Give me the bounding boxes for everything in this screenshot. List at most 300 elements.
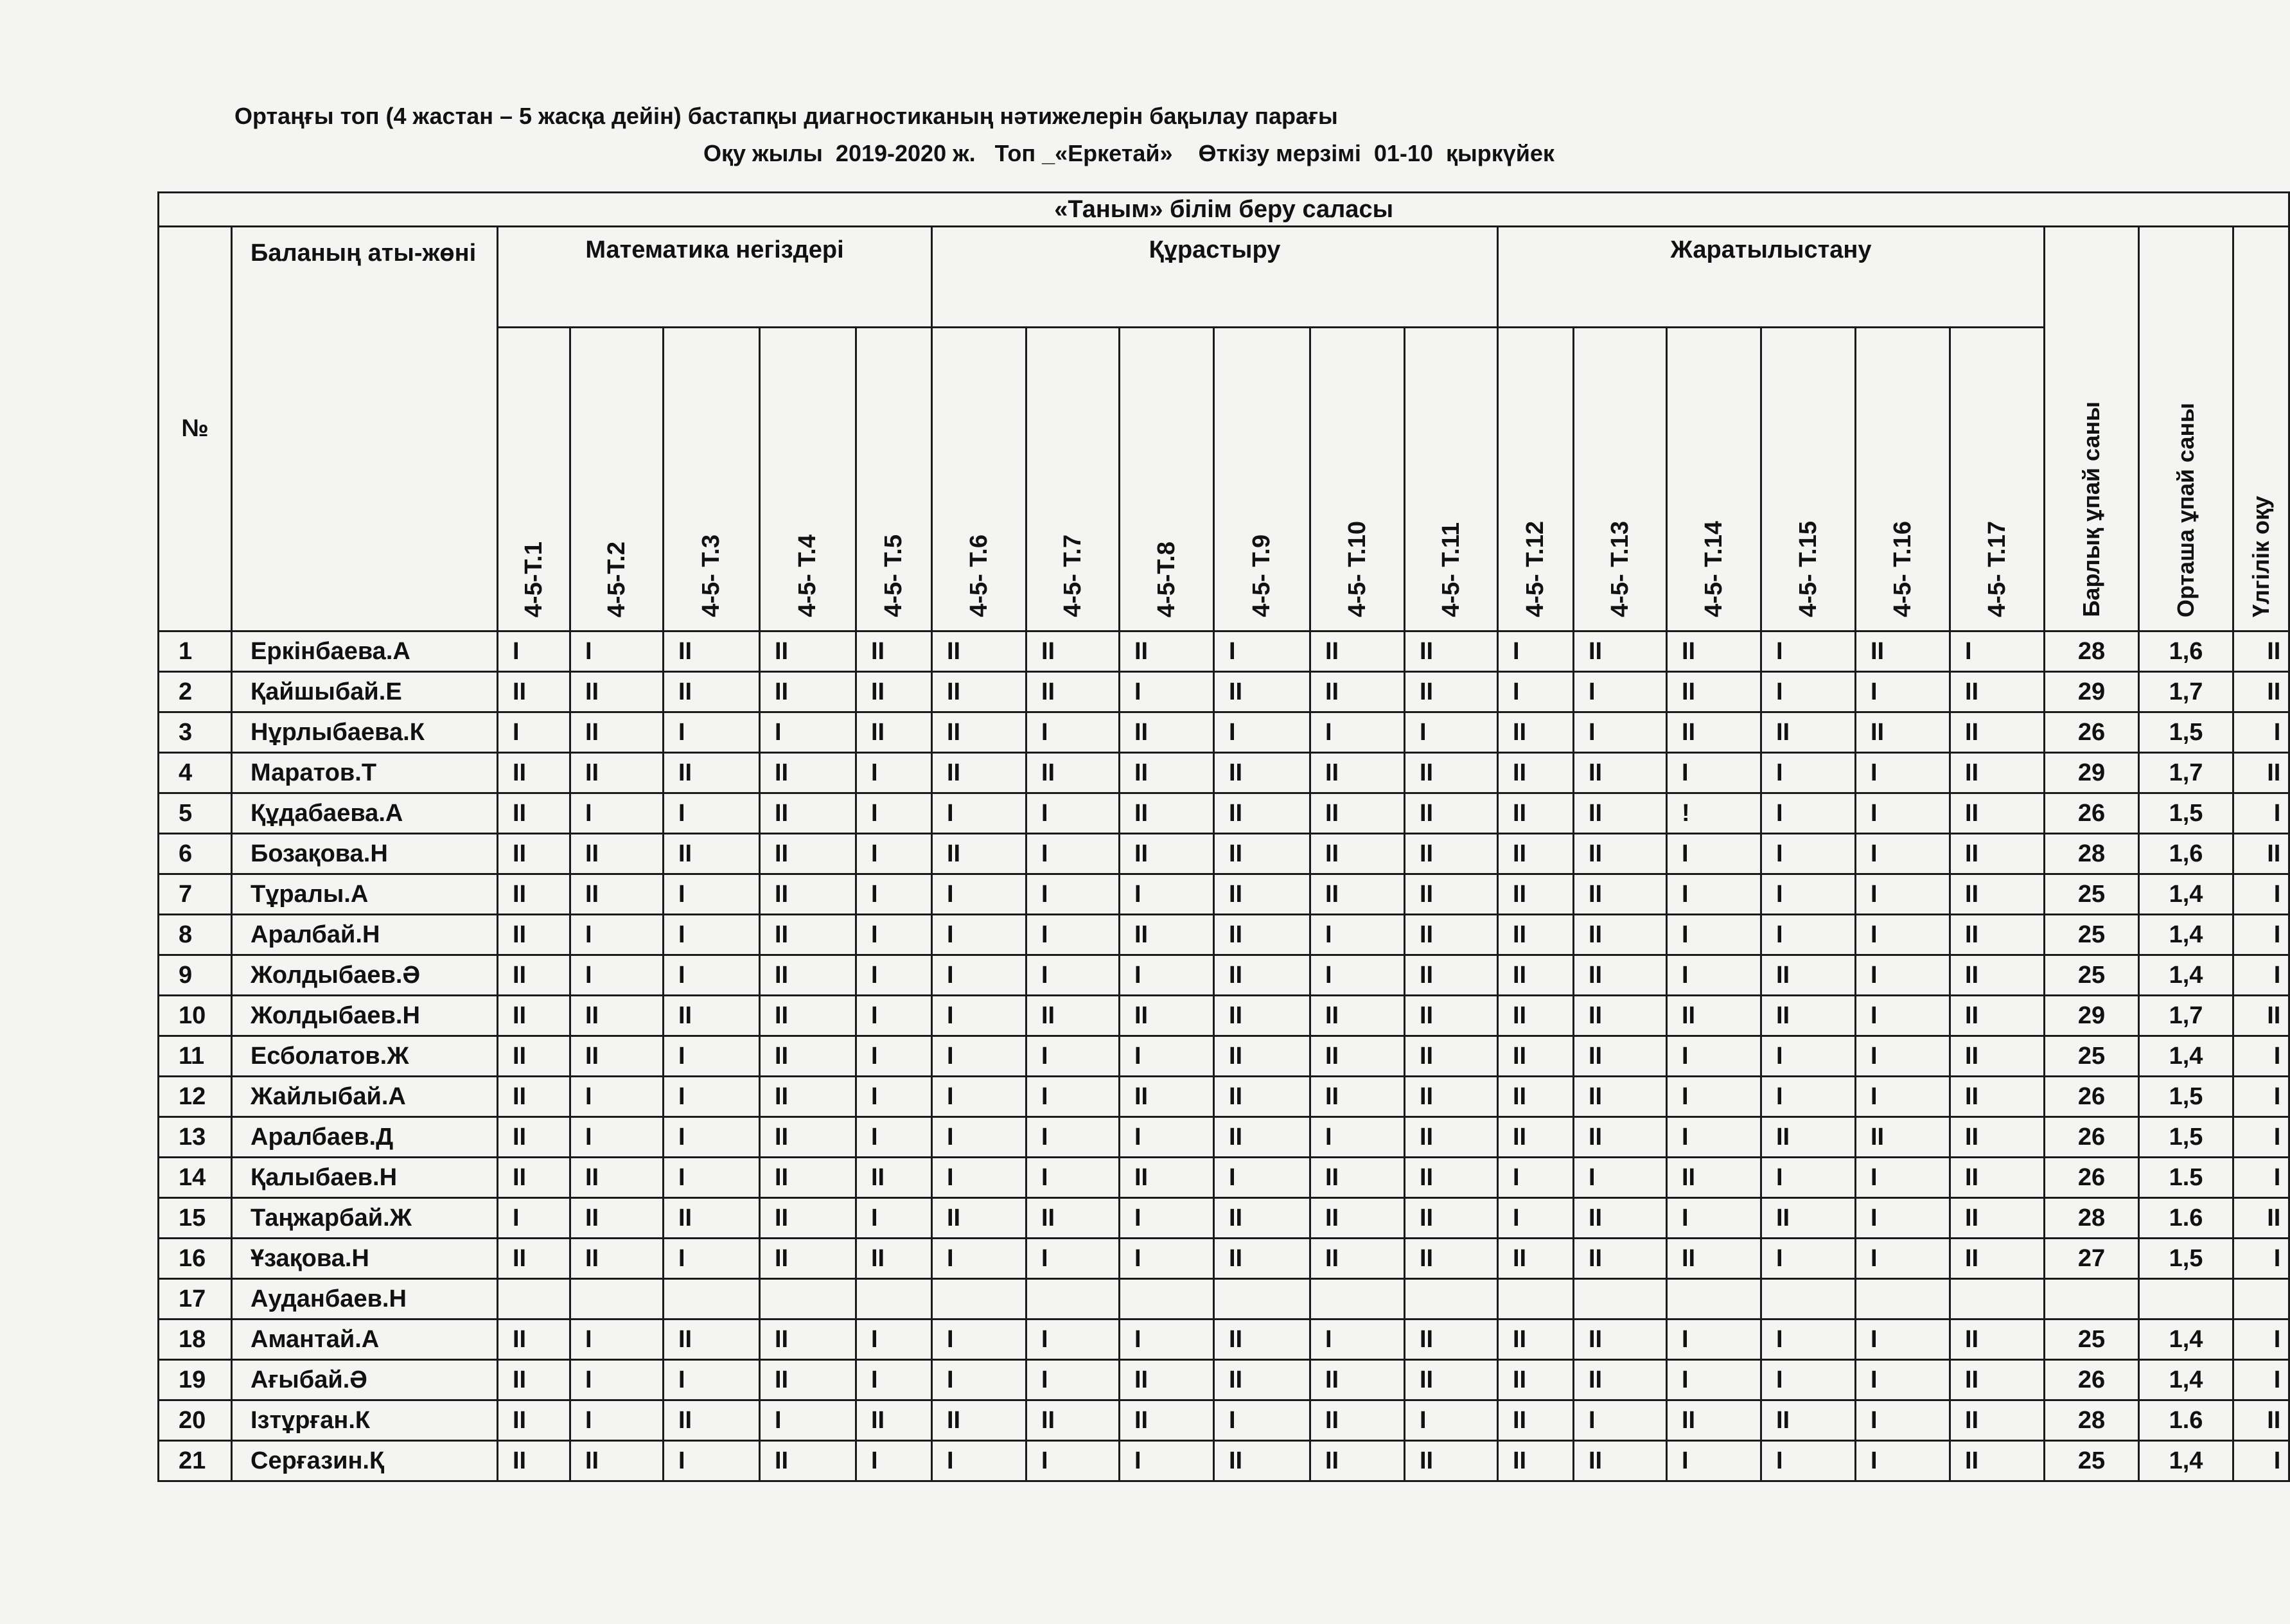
score-cell: II bbox=[1667, 1400, 1761, 1441]
score-cell: II bbox=[498, 1036, 570, 1077]
score-cell: II bbox=[856, 672, 932, 712]
score-cell: I bbox=[1856, 753, 1950, 793]
score-cell: II bbox=[1667, 672, 1761, 712]
level-cell: I bbox=[2233, 712, 2289, 753]
score-cell: I bbox=[570, 915, 664, 955]
score-cell: I bbox=[498, 631, 570, 672]
score-cell: I bbox=[1026, 793, 1120, 834]
score-cell: II bbox=[1405, 834, 1498, 874]
number-header: № bbox=[159, 227, 232, 631]
level-cell: I bbox=[2233, 1239, 2289, 1279]
score-cell bbox=[570, 1279, 664, 1320]
score-cell: II bbox=[498, 1400, 570, 1441]
score-cell: II bbox=[570, 874, 664, 915]
score-cell: II bbox=[1950, 712, 2045, 753]
score-cell: I bbox=[1667, 1441, 1761, 1481]
task-header bbox=[1856, 328, 1950, 631]
score-cell: II bbox=[498, 955, 570, 996]
score-cell: II bbox=[1405, 915, 1498, 955]
score-cell: II bbox=[1761, 955, 1856, 996]
score-cell: II bbox=[664, 834, 760, 874]
score-cell: I bbox=[932, 915, 1026, 955]
score-cell: I bbox=[1498, 1158, 1574, 1198]
score-cell: II bbox=[1214, 874, 1310, 915]
score-cell: II bbox=[498, 1239, 570, 1279]
score-cell: II bbox=[932, 631, 1026, 672]
score-cell: I bbox=[664, 1239, 760, 1279]
score-cell: II bbox=[1950, 1117, 2045, 1158]
score-cell: II bbox=[1405, 1198, 1498, 1239]
score-cell: I bbox=[932, 955, 1026, 996]
level-header bbox=[2233, 328, 2289, 631]
child-name: Құдабаева.А bbox=[232, 793, 498, 834]
score-cell: I bbox=[664, 712, 760, 753]
average-score: 1,5 bbox=[2139, 1077, 2233, 1117]
score-cell: II bbox=[1574, 1198, 1667, 1239]
score-cell: I bbox=[1856, 834, 1950, 874]
total-score: 27 bbox=[2045, 1239, 2139, 1279]
average-score: 1,4 bbox=[2139, 1441, 2233, 1481]
score-cell: II bbox=[1214, 955, 1310, 996]
score-cell: II bbox=[498, 1441, 570, 1481]
child-name: Қайшыбай.Е bbox=[232, 672, 498, 712]
score-cell: II bbox=[1214, 672, 1310, 712]
total-score: 28 bbox=[2045, 1198, 2139, 1239]
score-cell: I bbox=[1498, 672, 1574, 712]
score-cell: I bbox=[1761, 793, 1856, 834]
score-cell: II bbox=[498, 1117, 570, 1158]
score-cell: II bbox=[1574, 1077, 1667, 1117]
score-cell: II bbox=[570, 712, 664, 753]
score-cell: II bbox=[1405, 1158, 1498, 1198]
score-cell bbox=[856, 1279, 932, 1320]
child-name: Амантай.А bbox=[232, 1320, 498, 1360]
score-cell: II bbox=[760, 1320, 856, 1360]
row-number: 12 bbox=[159, 1077, 232, 1117]
child-name: Ұзақова.Н bbox=[232, 1239, 498, 1279]
table-row bbox=[159, 915, 2289, 955]
row-number: 6 bbox=[159, 834, 232, 874]
level-cell: I bbox=[2233, 1077, 2289, 1117]
score-cell: II bbox=[1498, 793, 1574, 834]
score-cell: II bbox=[1667, 1158, 1761, 1198]
score-cell: I bbox=[664, 793, 760, 834]
child-name: Есболатов.Ж bbox=[232, 1036, 498, 1077]
score-cell: II bbox=[1405, 1360, 1498, 1400]
score-cell: II bbox=[1405, 1441, 1498, 1481]
score-cell: I bbox=[1667, 1036, 1761, 1077]
score-cell: II bbox=[932, 672, 1026, 712]
score-cell: II bbox=[1310, 1360, 1405, 1400]
score-cell: II bbox=[1761, 1400, 1856, 1441]
score-cell: II bbox=[664, 996, 760, 1036]
score-cell: II bbox=[1310, 1239, 1405, 1279]
level-cell: I bbox=[2233, 1158, 2289, 1198]
score-cell: II bbox=[1026, 1198, 1120, 1239]
score-cell: I bbox=[1856, 1400, 1950, 1441]
score-cell: I bbox=[1667, 834, 1761, 874]
score-cell: II bbox=[1120, 631, 1214, 672]
score-cell: II bbox=[1120, 1400, 1214, 1441]
score-cell: II bbox=[932, 1400, 1026, 1441]
score-cell: II bbox=[856, 631, 932, 672]
score-cell bbox=[1574, 1279, 1667, 1320]
score-cell: II bbox=[498, 753, 570, 793]
task-header bbox=[1950, 328, 2045, 631]
score-cell: II bbox=[1026, 672, 1120, 712]
child-name: Маратов.Т bbox=[232, 753, 498, 793]
score-cell: II bbox=[1498, 874, 1574, 915]
score-cell: I bbox=[570, 793, 664, 834]
score-cell: II bbox=[1405, 1320, 1498, 1360]
total-score bbox=[2045, 1279, 2139, 1320]
level-cell: II bbox=[2233, 996, 2289, 1036]
score-cell: II bbox=[1026, 753, 1120, 793]
table-row bbox=[159, 1077, 2289, 1117]
row-number: 15 bbox=[159, 1198, 232, 1239]
level-cell: II bbox=[2233, 834, 2289, 874]
score-cell: II bbox=[1405, 631, 1498, 672]
score-cell: II bbox=[1950, 874, 2045, 915]
score-cell: II bbox=[1498, 1320, 1574, 1360]
total-score: 29 bbox=[2045, 996, 2139, 1036]
score-cell: II bbox=[1120, 834, 1214, 874]
score-cell: II bbox=[760, 915, 856, 955]
score-cell: I bbox=[1574, 672, 1667, 712]
total-header-label: Барлық ұпай саны bbox=[2078, 402, 2104, 617]
score-cell: II bbox=[1950, 996, 2045, 1036]
score-cell: I bbox=[1667, 753, 1761, 793]
sheet-subtitle: Оқу жылы 2019-2020 ж. Топ _«Еркетай» Өткізу мерзімі 01-10 қыркүйек bbox=[703, 140, 1555, 166]
score-cell: II bbox=[1405, 1077, 1498, 1117]
score-cell: I bbox=[1761, 1239, 1856, 1279]
score-cell: I bbox=[570, 955, 664, 996]
child-name: Аралбаев.Д bbox=[232, 1117, 498, 1158]
table-row bbox=[159, 1036, 2289, 1077]
score-cell: I bbox=[1026, 955, 1120, 996]
score-cell: I bbox=[932, 1117, 1026, 1158]
score-cell: I bbox=[856, 1441, 932, 1481]
student-rows bbox=[159, 631, 2289, 1481]
table-row bbox=[159, 631, 2289, 672]
score-cell: II bbox=[1574, 996, 1667, 1036]
score-cell: I bbox=[664, 1077, 760, 1117]
child-name: Қалыбаев.Н bbox=[232, 1158, 498, 1198]
task-header-label: 4-5- Т.10 bbox=[1343, 521, 1371, 617]
table-row bbox=[159, 1158, 2289, 1198]
score-cell: I bbox=[1120, 672, 1214, 712]
table-row bbox=[159, 1279, 2289, 1320]
total-score: 29 bbox=[2045, 672, 2139, 712]
task-header-label: 4-5-Т.1 bbox=[520, 541, 547, 617]
score-cell: II bbox=[1120, 1158, 1214, 1198]
score-cell: I bbox=[1856, 1360, 1950, 1400]
total-score: 26 bbox=[2045, 793, 2139, 834]
table-row bbox=[159, 672, 2289, 712]
score-cell: II bbox=[1574, 915, 1667, 955]
total-score: 28 bbox=[2045, 834, 2139, 874]
score-cell: II bbox=[1498, 1036, 1574, 1077]
score-cell bbox=[1214, 1279, 1310, 1320]
score-cell: II bbox=[1667, 1239, 1761, 1279]
score-cell: I bbox=[932, 793, 1026, 834]
score-cell: II bbox=[760, 753, 856, 793]
score-cell: I bbox=[856, 874, 932, 915]
total-score: 26 bbox=[2045, 1360, 2139, 1400]
score-cell: II bbox=[1310, 834, 1405, 874]
score-cell: I bbox=[570, 1360, 664, 1400]
score-cell: II bbox=[1310, 631, 1405, 672]
score-cell: I bbox=[856, 753, 932, 793]
level-cell: I bbox=[2233, 1117, 2289, 1158]
score-cell: II bbox=[1214, 1239, 1310, 1279]
score-cell: I bbox=[1310, 915, 1405, 955]
task-header-label: 4-5- Т.15 bbox=[1794, 521, 1822, 617]
score-cell: II bbox=[570, 1158, 664, 1198]
score-cell: I bbox=[932, 1320, 1026, 1360]
score-cell: II bbox=[1120, 1077, 1214, 1117]
score-cell: II bbox=[1498, 1239, 1574, 1279]
table-row bbox=[159, 793, 2289, 834]
score-cell: II bbox=[498, 874, 570, 915]
task-header-label: 4-5- Т.13 bbox=[1606, 521, 1634, 617]
score-cell: I bbox=[1856, 874, 1950, 915]
score-cell: II bbox=[1761, 1117, 1856, 1158]
child-name: Жайлыбай.А bbox=[232, 1077, 498, 1117]
table-row bbox=[159, 1320, 2289, 1360]
level-cell: II bbox=[2233, 631, 2289, 672]
score-cell: II bbox=[570, 1198, 664, 1239]
score-cell: II bbox=[1498, 1360, 1574, 1400]
score-cell: I bbox=[664, 955, 760, 996]
score-cell: I bbox=[1856, 1198, 1950, 1239]
score-cell: II bbox=[856, 1158, 932, 1198]
total-score: 25 bbox=[2045, 915, 2139, 955]
score-cell bbox=[1120, 1279, 1214, 1320]
child-name: Серғазин.Қ bbox=[232, 1441, 498, 1481]
score-cell bbox=[1026, 1279, 1120, 1320]
child-name: Тұралы.А bbox=[232, 874, 498, 915]
score-cell: I bbox=[1026, 1036, 1120, 1077]
score-cell: I bbox=[498, 712, 570, 753]
score-cell: II bbox=[1310, 1077, 1405, 1117]
average-score: 1,4 bbox=[2139, 1360, 2233, 1400]
score-cell bbox=[1405, 1279, 1498, 1320]
score-cell: I bbox=[1761, 1360, 1856, 1400]
score-cell: II bbox=[498, 996, 570, 1036]
child-name: Нұрлыбаева.К bbox=[232, 712, 498, 753]
total-score: 26 bbox=[2045, 712, 2139, 753]
average-score: 1,4 bbox=[2139, 874, 2233, 915]
score-cell: I bbox=[570, 1320, 664, 1360]
score-cell: II bbox=[1950, 955, 2045, 996]
level-cell: II bbox=[2233, 753, 2289, 793]
average-score: 1,7 bbox=[2139, 996, 2233, 1036]
score-cell: I bbox=[1856, 1441, 1950, 1481]
task-header-label: 4-5- Т.9 bbox=[1248, 534, 1275, 617]
score-cell: II bbox=[1950, 1360, 2045, 1400]
task-header bbox=[856, 328, 932, 631]
score-cell: II bbox=[1120, 996, 1214, 1036]
score-cell: I bbox=[1856, 1036, 1950, 1077]
score-cell: II bbox=[1405, 1036, 1498, 1077]
group-nature-header: Жаратылыстану bbox=[1498, 227, 2045, 328]
score-cell: II bbox=[1214, 1077, 1310, 1117]
score-cell: II bbox=[1214, 1360, 1310, 1400]
score-cell: I bbox=[570, 1077, 664, 1117]
score-cell: II bbox=[1310, 874, 1405, 915]
score-cell bbox=[932, 1279, 1026, 1320]
score-cell: II bbox=[932, 753, 1026, 793]
score-cell: I bbox=[932, 1239, 1026, 1279]
score-cell: II bbox=[1405, 753, 1498, 793]
name-header: Баланың аты-жөні bbox=[232, 227, 498, 631]
score-cell: II bbox=[498, 1158, 570, 1198]
score-cell: I bbox=[664, 874, 760, 915]
score-cell: I bbox=[1856, 996, 1950, 1036]
score-cell: II bbox=[1405, 1239, 1498, 1279]
row-number: 16 bbox=[159, 1239, 232, 1279]
score-cell: II bbox=[856, 712, 932, 753]
score-cell: I bbox=[1120, 1320, 1214, 1360]
score-cell: I bbox=[664, 915, 760, 955]
score-cell: I bbox=[1856, 1320, 1950, 1360]
table-row bbox=[159, 874, 2289, 915]
score-cell: II bbox=[932, 1198, 1026, 1239]
score-cell: II bbox=[664, 1320, 760, 1360]
level-cell: I bbox=[2233, 1441, 2289, 1481]
level-cell: I bbox=[2233, 1036, 2289, 1077]
score-cell: I bbox=[760, 1400, 856, 1441]
score-cell: I bbox=[1667, 1077, 1761, 1117]
task-header bbox=[664, 328, 760, 631]
score-cell: II bbox=[1667, 996, 1761, 1036]
score-cell: I bbox=[570, 1117, 664, 1158]
total-score: 25 bbox=[2045, 1036, 2139, 1077]
child-name: Еркінбаева.А bbox=[232, 631, 498, 672]
score-cell: I bbox=[570, 1400, 664, 1441]
score-cell: II bbox=[760, 1198, 856, 1239]
score-cell: II bbox=[1950, 1320, 2045, 1360]
score-cell: I bbox=[1214, 712, 1310, 753]
table-row bbox=[159, 1360, 2289, 1400]
score-cell: II bbox=[932, 834, 1026, 874]
score-cell: I bbox=[1761, 1320, 1856, 1360]
score-cell: II bbox=[1405, 672, 1498, 712]
level-cell: I bbox=[2233, 955, 2289, 996]
score-cell: I bbox=[1026, 1158, 1120, 1198]
level-cell: II bbox=[2233, 1400, 2289, 1441]
child-name: Аралбай.Н bbox=[232, 915, 498, 955]
score-cell: II bbox=[760, 996, 856, 1036]
score-cell: I bbox=[856, 955, 932, 996]
score-cell: II bbox=[1498, 753, 1574, 793]
score-cell: II bbox=[760, 874, 856, 915]
score-cell: II bbox=[760, 631, 856, 672]
average-score: 1,6 bbox=[2139, 631, 2233, 672]
avg-header-top bbox=[2139, 227, 2233, 328]
score-cell: II bbox=[1950, 1198, 2045, 1239]
score-cell: II bbox=[498, 793, 570, 834]
sheet-title: Ортаңғы топ (4 жастан – 5 жасқа дейін) бастапқы диагностиканың нәтижелерін бақылау парағы bbox=[234, 103, 1338, 129]
average-score: 1.5 bbox=[2139, 1158, 2233, 1198]
average-score: 1.6 bbox=[2139, 1400, 2233, 1441]
score-cell: II bbox=[498, 1320, 570, 1360]
score-cell: II bbox=[1498, 1077, 1574, 1117]
table-row bbox=[159, 1239, 2289, 1279]
score-cell: II bbox=[1950, 753, 2045, 793]
task-header-label: 4-5- Т.6 bbox=[965, 534, 992, 617]
score-cell: II bbox=[1574, 1239, 1667, 1279]
score-cell: II bbox=[1310, 1036, 1405, 1077]
row-number: 19 bbox=[159, 1360, 232, 1400]
task-header-label: 4-5- Т.5 bbox=[880, 534, 907, 617]
score-cell: I bbox=[1120, 1239, 1214, 1279]
score-cell: I bbox=[1667, 955, 1761, 996]
score-cell: I bbox=[1761, 1036, 1856, 1077]
score-cell: II bbox=[1950, 1441, 2045, 1481]
total-header-top bbox=[2045, 227, 2139, 328]
score-cell: I bbox=[1761, 1441, 1856, 1481]
score-cell: II bbox=[1026, 1400, 1120, 1441]
average-score: 1.6 bbox=[2139, 1198, 2233, 1239]
task-header-label: 4-5- Т.17 bbox=[1983, 521, 2011, 617]
score-cell: I bbox=[856, 793, 932, 834]
level-cell: I bbox=[2233, 915, 2289, 955]
score-cell: II bbox=[498, 915, 570, 955]
total-score: 28 bbox=[2045, 631, 2139, 672]
score-cell: II bbox=[760, 834, 856, 874]
child-name: Ағыбай.Ә bbox=[232, 1360, 498, 1400]
score-cell: II bbox=[1574, 1360, 1667, 1400]
score-cell: II bbox=[760, 1158, 856, 1198]
score-cell: II bbox=[1214, 1117, 1310, 1158]
total-score: 25 bbox=[2045, 1320, 2139, 1360]
score-cell: I bbox=[1310, 1320, 1405, 1360]
task-header-label: 4-5- Т.4 bbox=[794, 534, 821, 617]
task-header bbox=[570, 328, 664, 631]
score-cell: II bbox=[1310, 1158, 1405, 1198]
level-cell bbox=[2233, 1279, 2289, 1320]
task-header bbox=[1214, 328, 1310, 631]
score-cell: I bbox=[1950, 631, 2045, 672]
avg-header-label: Орташа ұпай саны bbox=[2172, 402, 2199, 617]
score-cell: II bbox=[1310, 753, 1405, 793]
average-score: 1,5 bbox=[2139, 1117, 2233, 1158]
score-cell: ! bbox=[1667, 793, 1761, 834]
score-cell: II bbox=[1214, 834, 1310, 874]
task-header bbox=[1120, 328, 1214, 631]
score-cell: I bbox=[1574, 1158, 1667, 1198]
score-cell: I bbox=[932, 996, 1026, 1036]
score-cell: I bbox=[856, 1198, 932, 1239]
total-score: 26 bbox=[2045, 1158, 2139, 1198]
score-cell bbox=[760, 1279, 856, 1320]
score-cell: II bbox=[1498, 1400, 1574, 1441]
task-header-label: 4-5- Т.3 bbox=[698, 534, 725, 617]
average-score: 1,7 bbox=[2139, 753, 2233, 793]
score-cell: I bbox=[1574, 712, 1667, 753]
score-cell: I bbox=[932, 1036, 1026, 1077]
score-cell: II bbox=[570, 996, 664, 1036]
score-cell: II bbox=[932, 712, 1026, 753]
level-cell: I bbox=[2233, 793, 2289, 834]
score-cell: I bbox=[932, 874, 1026, 915]
score-cell: II bbox=[1950, 1077, 2045, 1117]
table-row bbox=[159, 1117, 2289, 1158]
score-cell: I bbox=[1761, 1077, 1856, 1117]
score-cell: II bbox=[760, 1077, 856, 1117]
